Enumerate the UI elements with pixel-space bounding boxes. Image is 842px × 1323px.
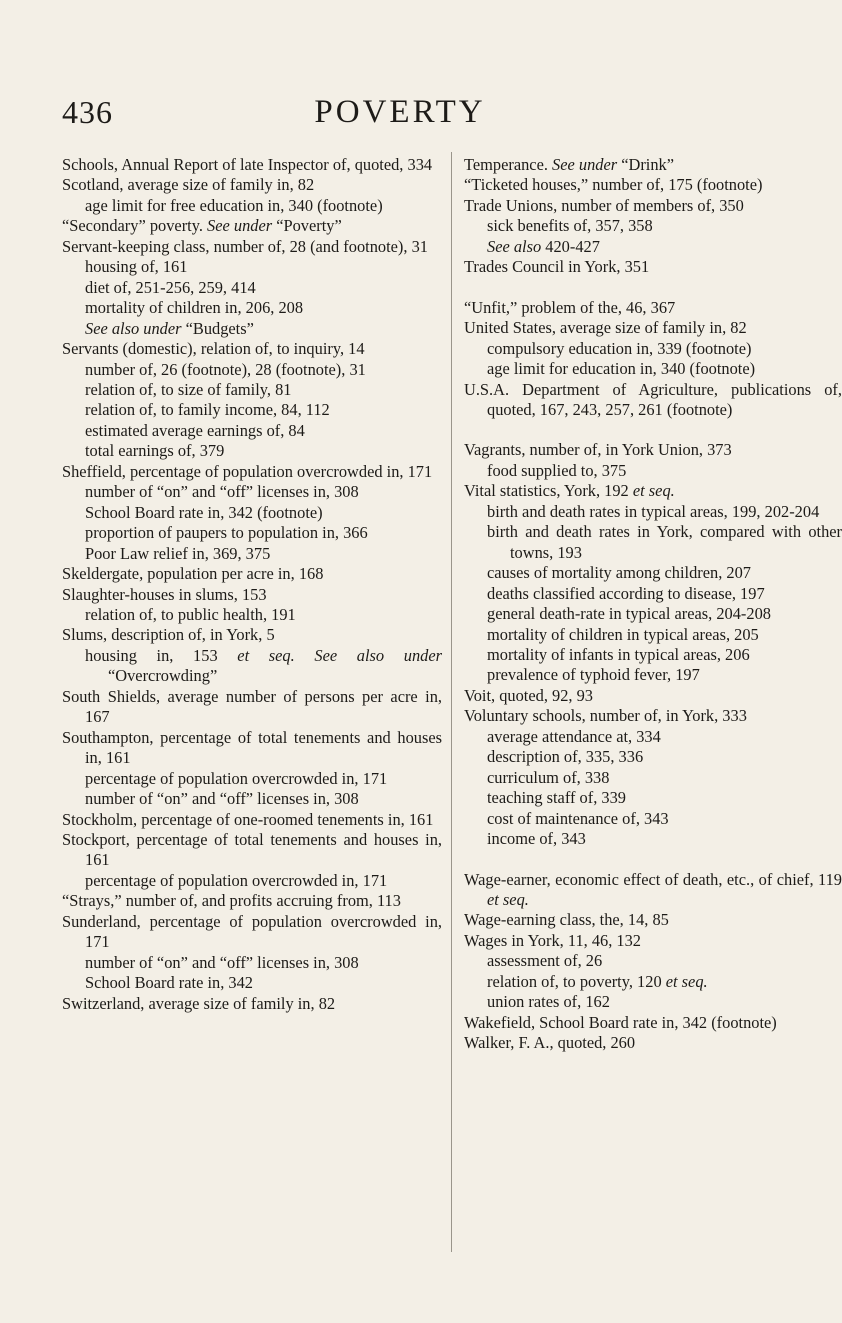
index-entry-text: general death-rate in typical areas, 204-208 [487, 604, 771, 624]
index-entry-italic-text: See under [552, 155, 618, 174]
index-entry-italic-text: See also under [314, 645, 442, 665]
index-subentry [62, 973, 442, 993]
index-entry-text: Skeldergate, population per acre in, 168 [62, 564, 324, 584]
index-entry-text: relation of, to public health, 191 [85, 604, 296, 624]
index-entry-text: Scotland, average size of family in, 82 [62, 175, 315, 195]
index-entry [464, 155, 842, 175]
index-entry-text: mortality of children in typical areas, 205 [487, 624, 759, 644]
index-subentry [464, 992, 842, 1012]
index-subentry [62, 482, 442, 502]
index-subentry [62, 605, 442, 625]
index-entry-text: housing of, 161 [85, 257, 188, 277]
index-subentry [62, 769, 442, 789]
index-entry-text: mortality of children in, 206, 208 [85, 298, 304, 318]
index-entry-text: curriculum of, 338 [487, 767, 610, 787]
index-entry [464, 175, 842, 195]
index-subentry [62, 319, 442, 339]
index-entry-text: Trades Council in York, 351 [464, 257, 650, 277]
index-entry-text: Vital statistics, York, 192 [464, 481, 633, 501]
index-entry [62, 810, 442, 830]
index-entry-text: Voit, quoted, 92, 93 [464, 685, 594, 705]
index-entry-text: estimated average earnings of, 84 [85, 420, 305, 440]
index-entry [464, 257, 842, 277]
index-subentry [464, 604, 842, 624]
index-entry [62, 175, 442, 195]
index-subentry [62, 789, 442, 809]
index-entry [62, 564, 442, 584]
index-entry-text: “Strays,” number of, and profits accruing from, 113 [62, 891, 401, 911]
index-entry-italic-text: See also [487, 236, 542, 256]
index-column-right [464, 155, 842, 1054]
index-entry-text: U.S.A. Department of Agriculture, publications of, quoted, 167, 243, 257, 261 (footnote) [464, 379, 842, 419]
index-subentry [62, 523, 442, 543]
index-entry-text: Wages in York, 11, 46, 132 [464, 930, 642, 950]
index-subentry [464, 665, 842, 685]
index-entry-text: age limit for free education in, 340 (footnote) [85, 195, 383, 215]
index-subentry [464, 216, 842, 236]
index-entry-text: Wage-earner, economic effect of death, etc., of chief, 119 [464, 869, 842, 889]
index-subentry [62, 503, 442, 523]
index-entry-text: 420-427 [541, 236, 600, 256]
index-subentry [62, 421, 442, 441]
index-entry [464, 318, 842, 338]
index-entry-text: School Board rate in, 342 (footnote) [85, 502, 323, 522]
index-entry-text: relation of, to family income, 84, 112 [85, 400, 330, 420]
index-entry [464, 910, 842, 930]
index-entry [62, 237, 442, 257]
index-subentry [62, 544, 442, 564]
index-entry-text: housing in, 153 [85, 645, 238, 665]
index-entry-text: “Unfit,” problem of the, 46, 367 [464, 297, 676, 317]
index-entry-italic-text: et seq. [237, 645, 295, 665]
index-entry [62, 687, 442, 728]
index-entry [62, 728, 442, 769]
index-subentry [62, 646, 442, 687]
index-entry [62, 339, 442, 359]
index-subentry [62, 196, 442, 216]
index-entry-text: diet of, 251-256, 259, 414 [85, 277, 256, 297]
index-entry-italic-text: See also under [85, 318, 182, 338]
index-entry-text: prevalence of typhoid fever, 197 [487, 665, 700, 685]
index-subentry [464, 563, 842, 583]
index-entry-text: Servants (domestic), relation of, to inquiry, 14 [62, 339, 365, 359]
index-entry-text: birth and death rates in typical areas, 199, 202-204 [487, 501, 820, 521]
page-number: 436 [62, 94, 113, 130]
index-entry-text: “Secondary” poverty. [62, 216, 208, 236]
index-entry-text: teaching staff of, 339 [487, 788, 626, 808]
index-entry-text: Stockport, percentage of total tenements and houses in, 161 [62, 829, 442, 870]
index-entry-text: birth and death rates in York, compared with other towns, 193 [487, 522, 842, 562]
index-entry-text: South Shields, average number of persons per acre in, 167 [62, 686, 442, 727]
index-entry [464, 706, 842, 726]
index-subentry [62, 953, 442, 973]
index-subentry [62, 257, 442, 277]
index-entry-text: average attendance at, 334 [487, 726, 661, 746]
index-entry [464, 1013, 842, 1033]
index-subentry [464, 461, 842, 481]
index-entry-text: Poor Law relief in, 369, 375 [85, 543, 271, 563]
index-subentry [464, 727, 842, 747]
index-entry-text: deaths classified according to disease, 197 [487, 583, 765, 603]
index-entry-text: percentage of population overcrowded in, 171 [85, 768, 388, 788]
index-entry [62, 912, 442, 953]
index-entry-text: “Budgets” [181, 318, 254, 338]
index-entry-text: cost of maintenance of, 343 [487, 808, 669, 828]
index-subentry [464, 625, 842, 645]
index-entry-text: United States, average size of family in, 82 [464, 318, 747, 338]
index-entry [464, 440, 842, 460]
index-entry-text: “Drink” [617, 155, 675, 174]
index-entry [62, 891, 442, 911]
index-entry-text: “Overcrowding” [108, 666, 218, 686]
index-entry-text: number of, 26 (footnote), 28 (footnote), 31 [85, 359, 366, 379]
index-entry [62, 155, 442, 175]
index-entry-text: causes of mortality among children, 207 [487, 563, 752, 583]
index-entry [464, 481, 842, 501]
index-subentry [62, 400, 442, 420]
index-entry [62, 585, 442, 605]
index-entry [62, 994, 442, 1014]
index-entry [464, 298, 842, 318]
index-subentry [464, 768, 842, 788]
index-entry-text [295, 646, 315, 665]
index-entry-text: age limit for education in, 340 (footnote) [487, 359, 756, 379]
index-subentry [464, 502, 842, 522]
index-subentry [464, 829, 842, 849]
index-entry-text: Wage-earning class, the, 14, 85 [464, 910, 669, 930]
index-entry [464, 931, 842, 951]
index-entry-text: Voluntary schools, number of, in York, 333 [464, 706, 747, 726]
index-subentry [62, 441, 442, 461]
index-entry-text: compulsory education in, 339 (footnote) [487, 338, 752, 358]
index-entry-text: Servant-keeping class, number of, 28 (and footnote), 31 [62, 236, 428, 256]
index-entry-text: number of “on” and “off” licenses in, 308 [85, 789, 359, 809]
index-subentry [62, 298, 442, 318]
index-column-left [62, 155, 442, 1014]
index-entry-text: School Board rate in, 342 [85, 973, 253, 993]
index-entry-text: description of, 335, 336 [487, 747, 644, 767]
index-entry-italic-text: et seq. [487, 889, 529, 909]
index-entry [464, 870, 842, 911]
index-entry [464, 686, 842, 706]
index-entry-text: “Poverty” [272, 216, 342, 236]
index-entry-text: Stockholm, percentage of one-roomed tenements in, 161 [62, 809, 434, 829]
index-subentry [464, 809, 842, 829]
index-entry-italic-text: See under [207, 216, 273, 236]
index-entry-text: Trade Unions, number of members of, 350 [464, 195, 744, 215]
index-entry-text: Sunderland, percentage of population overcrowded in, 171 [62, 911, 442, 952]
index-entry-text: assessment of, 26 [487, 951, 603, 971]
index-entry [464, 196, 842, 216]
section-gap [464, 278, 842, 298]
index-entry-text: Sheffield, percentage of population overcrowded in, 171 [62, 461, 433, 481]
index-entry-text: Switzerland, average size of family in, 82 [62, 993, 336, 1013]
index-entry-text: relation of, to size of family, 81 [85, 379, 292, 399]
section-gap [464, 420, 842, 440]
index-entry-text: Slaughter-houses in slums, 153 [62, 584, 267, 604]
index-entry-text: Slums, description of, in York, 5 [62, 625, 275, 645]
index-subentry [464, 951, 842, 971]
index-subentry [62, 380, 442, 400]
index-subentry [464, 747, 842, 767]
index-entry [464, 1033, 842, 1053]
index-entry-text: income of, 343 [487, 829, 586, 849]
index-subentry [464, 359, 842, 379]
index-subentry [464, 339, 842, 359]
index-subentry [464, 645, 842, 665]
index-entry [464, 380, 842, 421]
index-entry-text: percentage of population overcrowded in, 171 [85, 870, 388, 890]
page-header [0, 94, 800, 134]
index-subentry [464, 237, 842, 257]
index-subentry [464, 972, 842, 992]
index-entry-text: union rates of, 162 [487, 992, 610, 1012]
index-entry-text: mortality of infants in typical areas, 206 [487, 644, 750, 664]
index-entry-text: proportion of paupers to population in, 366 [85, 523, 368, 543]
index-subentry [464, 788, 842, 808]
index-entry-text: Schools, Annual Report of late Inspector of, quoted, 334 [62, 155, 433, 174]
running-title: POVERTY [314, 94, 486, 130]
index-subentry [62, 360, 442, 380]
index-entry-text: relation of, to poverty, 120 [487, 971, 666, 991]
index-subentry [62, 871, 442, 891]
index-entry-italic-text: et seq. [632, 481, 675, 501]
index-subentry [464, 584, 842, 604]
index-entry-text: Temperance. [464, 155, 553, 174]
index-entry-text: number of “on” and “off” licenses in, 308 [85, 952, 359, 972]
section-gap [464, 850, 842, 870]
index-subentry [464, 522, 842, 563]
index-entry [62, 625, 442, 645]
index-entry-text: food supplied to, 375 [487, 460, 627, 480]
index-entry-text: Southampton, percentage of total tenements and houses in, 161 [62, 727, 442, 768]
index-entry-text: “Ticketed houses,” number of, 175 (footnote) [464, 175, 763, 195]
index-entry [62, 462, 442, 482]
column-divider [451, 152, 452, 1252]
index-entry-text: number of “on” and “off” licenses in, 308 [85, 482, 359, 502]
index-entry [62, 216, 442, 236]
index-entry-text: Wakefield, School Board rate in, 342 (footnote) [464, 1012, 777, 1032]
index-entry-text: Vagrants, number of, in York Union, 373 [464, 440, 732, 460]
index-entry-text: Walker, F. A., quoted, 260 [464, 1033, 636, 1053]
index-entry [62, 830, 442, 871]
index-subentry [62, 278, 442, 298]
index-entry-italic-text: et seq. [665, 971, 708, 991]
index-entry-text: total earnings of, 379 [85, 441, 225, 461]
index-entry-text: sick benefits of, 357, 358 [487, 216, 653, 236]
